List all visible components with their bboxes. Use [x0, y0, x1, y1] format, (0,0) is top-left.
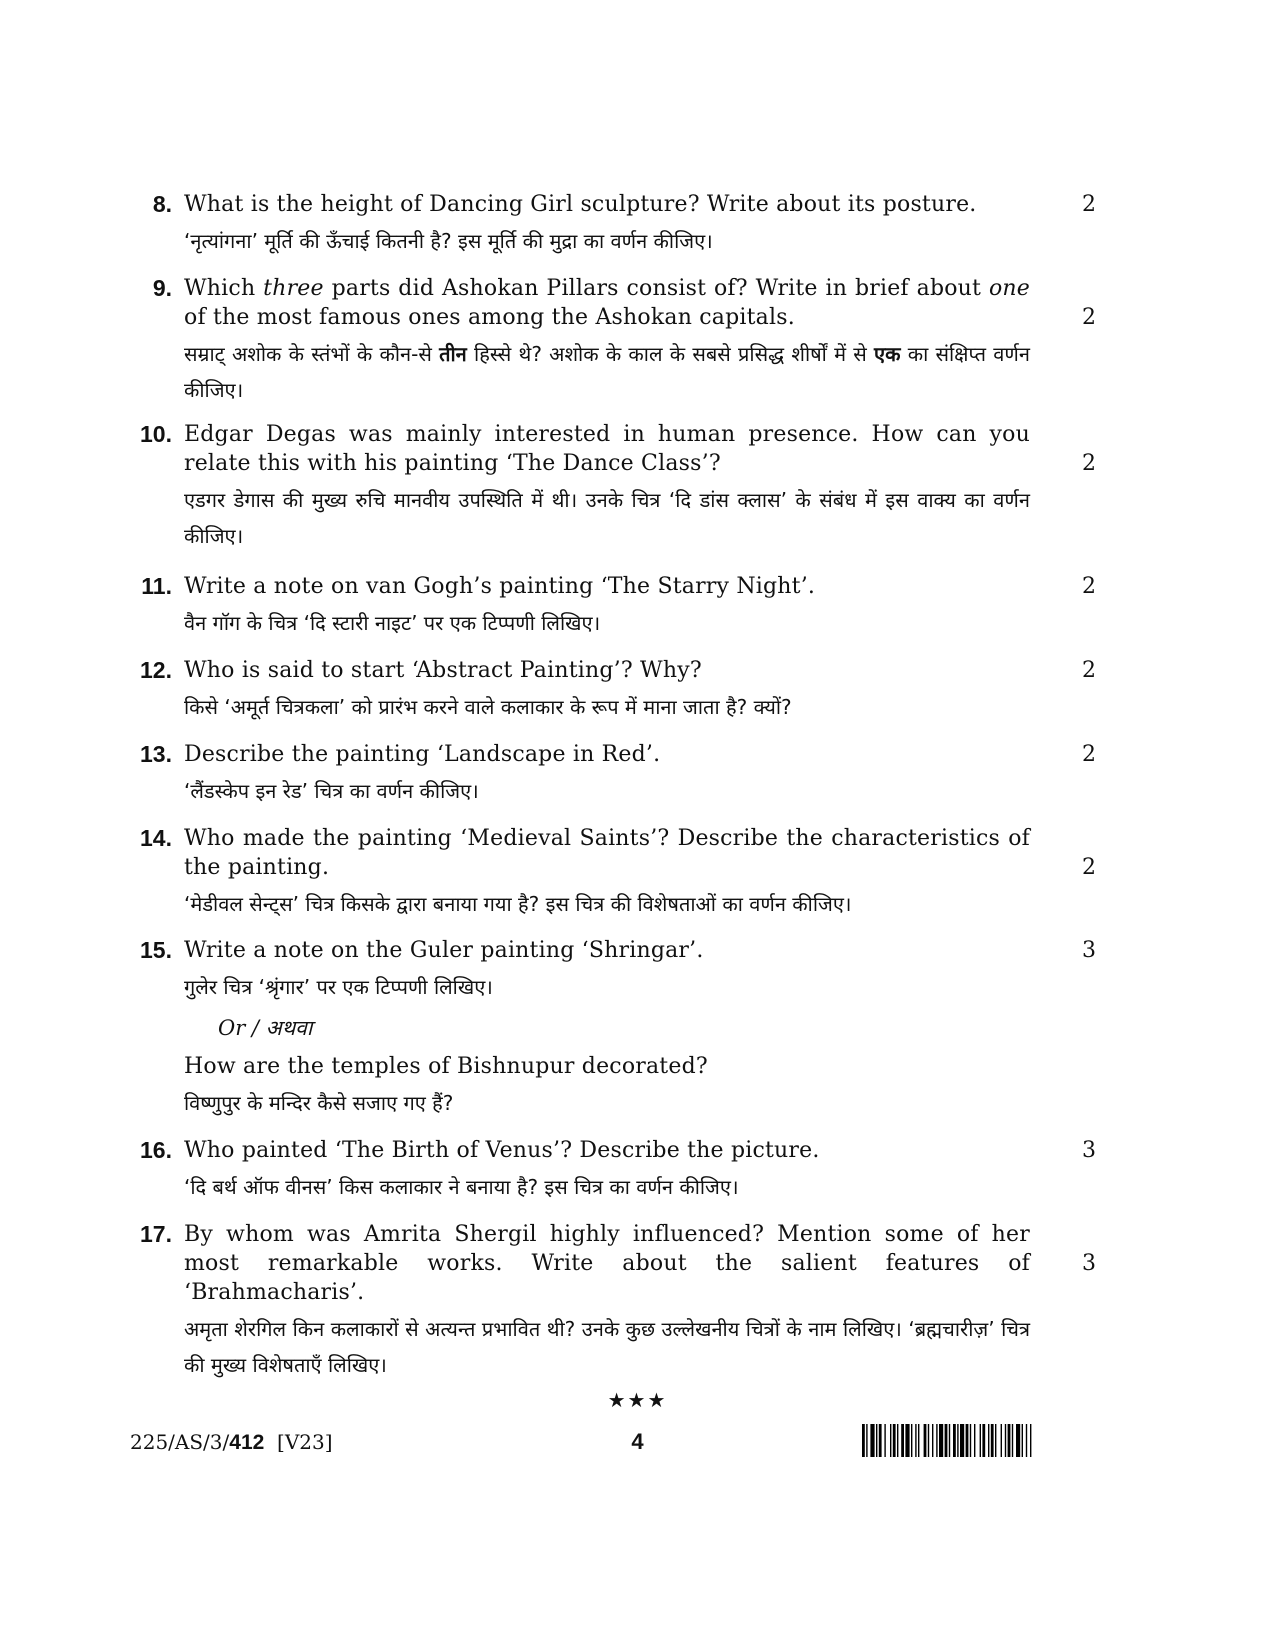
marks: 3 — [1082, 1251, 1096, 1276]
question-number: 8. — [152, 191, 172, 217]
question-number: 16. — [140, 1137, 172, 1163]
question-text-en: Who painted ‘The Birth of Venus’? Describe the picture. — [184, 1138, 820, 1163]
question-text-en: Write a note on van Gogh’s painting ‘The Starry Night’. — [184, 574, 816, 599]
question-text-en: Which three parts did Ashokan Pillars consist of? Write in brief about one of the most famous ones among the Ashokan capitals. — [184, 276, 1030, 330]
question-number: 9. — [152, 275, 172, 301]
alt-question-text-en: How are the temples of Bishnupur decorated? — [184, 1054, 708, 1079]
question-number: 17. — [140, 1221, 172, 1247]
question-text-hi: ‘दि बर्थ ऑफ वीनस’ किस कलाकार ने बनाया है? इस चित्र का वर्णन कीजिए। — [184, 1175, 739, 1199]
marks: 2 — [1082, 192, 1096, 217]
question-15-alternative — [184, 1052, 1030, 1121]
marks: 3 — [1082, 1138, 1096, 1163]
alt-question-text-hi: विष्णुपुर के मन्दिर कैसे सजाए गए हैं? — [184, 1091, 454, 1115]
question-text-en: Edgar Degas was mainly interested in human presence. How can you relate this with his painting ‘The Dance Class’? — [184, 422, 1030, 476]
paper-code: 225/AS/3/412 [V23] — [130, 1430, 333, 1454]
question-text-en: Write a note on the Guler painting ‘Shringar’. — [184, 938, 704, 963]
marks: 2 — [1082, 451, 1096, 476]
or-label: Or / अथवा — [218, 1016, 313, 1040]
question-text-en: Who is said to start ‘Abstract Painting’? Why? — [184, 658, 702, 683]
barcode-icon — [862, 1424, 1082, 1457]
question-text-hi: वैन गॉग के चित्र ‘दि स्टारी नाइट’ पर एक टिप्पणी लिखिए। — [184, 611, 601, 635]
question-text-hi: ‘मेडीवल सेन्ट्स’ चित्र किसके द्वारा बनाया गया है? इस चित्र की विशेषताओं का वर्णन कीजिए। — [184, 892, 852, 916]
page-number: 4 — [631, 1429, 644, 1454]
question-number: 12. — [140, 657, 172, 683]
question-number: 15. — [140, 937, 172, 963]
question-text-hi: एडगर डेगास की मुख्य रुचि मानवीय उपस्थिति में थी। उनके चित्र ‘दि डांस क्लास’ के संबंध में इस वाक्य का वर्णन कीजिए। — [184, 488, 1030, 548]
question-number: 13. — [140, 741, 172, 767]
marks: 2 — [1082, 658, 1096, 683]
question-text-hi: अमृता शेरगिल किन कलाकारों से अत्यन्त प्रभावित थी? उनके कुछ उल्लेखनीय चित्रों के नाम लिखिए। ‘ब्रह्मचारीज़’ चित्र की मुख्य विशेषताएँ लिखिए। — [184, 1317, 1030, 1377]
question-number: 14. — [140, 825, 172, 851]
marks: 3 — [1082, 938, 1096, 963]
marks: 2 — [1082, 855, 1096, 880]
question-text-hi: ‘नृत्यांगना’ मूर्ति की ऊँचाई कितनी है? इस मूर्ति की मुद्रा का वर्णन कीजिए। — [184, 229, 713, 253]
question-text-en: What is the height of Dancing Girl sculpture? Write about its posture. — [184, 192, 977, 217]
marks: 2 — [1082, 305, 1096, 330]
question-text-hi: गुलेर चित्र ‘श्रृंगार’ पर एक टिप्पणी लिखिए। — [184, 975, 493, 999]
question-text-en: Describe the painting ‘Landscape in Red’. — [184, 742, 661, 767]
question-number: 11. — [141, 573, 172, 599]
question-text-hi: किसे ‘अमूर्त चित्रकला’ को प्रारंभ करने वाले कलाकार के रूप में माना जाता है? क्यों? — [184, 695, 792, 719]
question-text-hi: सम्राट् अशोक के स्तंभों के कौन-से तीन हिस्से थे? अशोक के काल के सबसे प्रसिद्ध शीर्षों में से एक का संक्षिप्त वर्णन कीजिए। — [184, 342, 1030, 402]
question-number: 10. — [140, 421, 172, 447]
question-text-en: Who made the painting ‘Medieval Saints’? Describe the characteristics of the painting. — [184, 826, 1030, 880]
end-of-paper-stars: ★★★ — [607, 1388, 668, 1412]
marks: 2 — [1082, 574, 1096, 599]
marks: 2 — [1082, 742, 1096, 767]
question-text-en: By whom was Amrita Shergil highly influenced? Mention some of her most remarkable works. Write about the salient features of ‘Brahmacharis’. — [184, 1222, 1030, 1305]
question-text-hi: ‘लैंडस्केप इन रेड’ चित्र का वर्णन कीजिए। — [184, 779, 479, 803]
